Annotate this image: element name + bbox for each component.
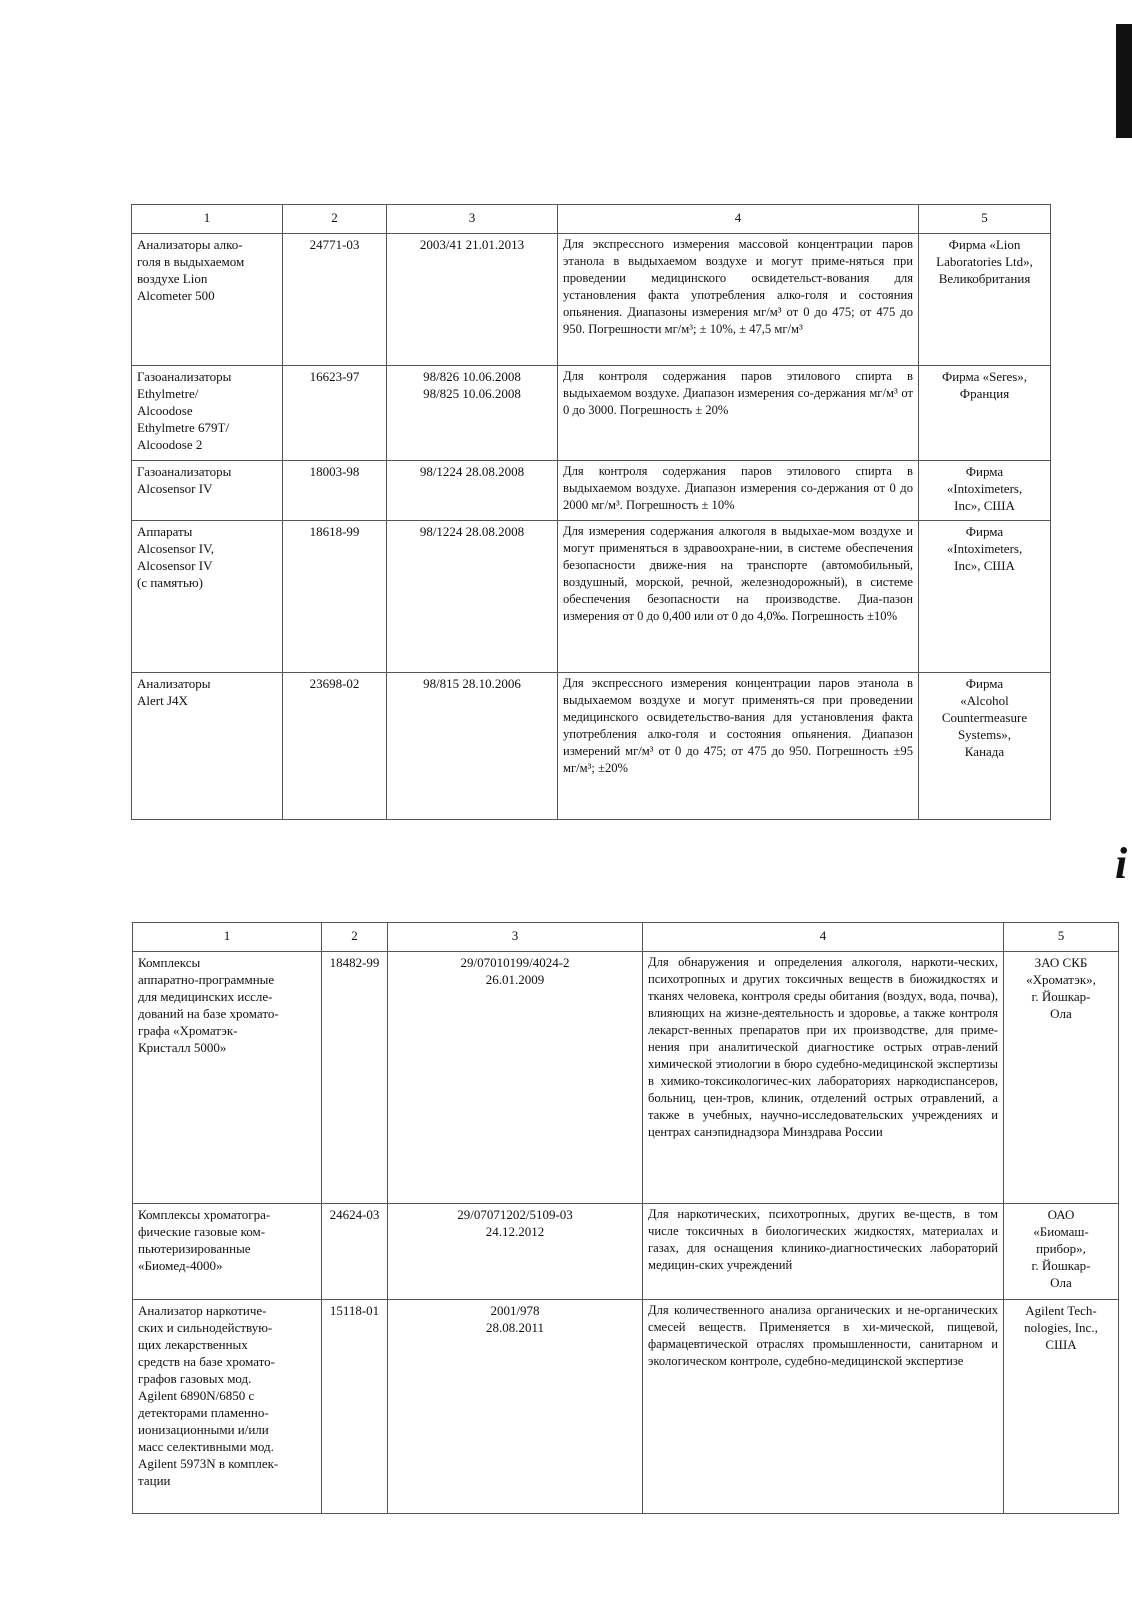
certificate: 98/815 28.10.2006 (387, 673, 558, 820)
description: Для экспрессного измерения концентрации паров этанола в выдыхаемом воздухе и могут применять-ся при проведении медицинского освидетельство-вания для установления факта употребления алко-голя и состояния опьянения. Диапазон измерений мг/м³ от 0 до 475; от 475 до 950. Погрешность ±95 мг/м³; ±20% (558, 673, 919, 820)
certificate: 29/07071202/5109-03 24.12.2012 (388, 1204, 643, 1300)
description: Для контроля содержания паров этилового спирта в выдыхаемом воздухе. Диапазон измерения со-держания мг/м³ от 0 до 3000. Погрешность ± 20% (558, 366, 919, 461)
table-row (133, 1204, 1119, 1300)
column-header: 4 (643, 923, 1004, 952)
description: Для контроля содержания паров этилового спирта в выдыхаемом воздухе. Диапазон измерения со-держания от 0 до 2000 мг/м³. Погрешность ± 10% (558, 461, 919, 521)
registry-number: 24771-03 (283, 234, 387, 366)
column-header: 3 (388, 923, 643, 952)
description: Для количественного анализа органических и не-органических смесей веществ. Применяется в хи-мической, пищевой, фармацевтической отраслях промышленности, санитарном и экологическом контроле, судебно-медицинской экспертизе (643, 1300, 1004, 1514)
manufacturer: ОАО «Биомаш- прибор», г. Йошкар- Ола (1004, 1204, 1119, 1300)
certificate: 2003/41 21.01.2013 (387, 234, 558, 366)
registry-number: 23698-02 (283, 673, 387, 820)
device-name: Анализаторы алко- голя в выдыхаемом воздухе Lion Alcometer 500 (132, 234, 283, 366)
column-header: 4 (558, 205, 919, 234)
registry-table-2 (132, 922, 1119, 1514)
device-name: Анализаторы Alert J4X (132, 673, 283, 820)
column-header: 1 (132, 205, 283, 234)
table-header-row (132, 205, 1051, 234)
device-name: Комплексы аппаратно-программные для медицинских иссле- дований на базе хромато- графа «Хроматэк- Кристалл 5000» (133, 952, 322, 1204)
registry-number: 18618-99 (283, 521, 387, 673)
manufacturer: Фирма «Intoximeters, Inc», США (919, 461, 1051, 521)
table-row (132, 461, 1051, 521)
certificate: 98/1224 28.08.2008 (387, 521, 558, 673)
description: Для экспрессного измерения массовой концентрации паров этанола в выдыхаемом воздухе и могут приме-няться при проведении медицинского освидетельст-вования для установления факта употребления алко-голя и состояния опьянения. Диапазоны измерения мг/м³ от 0 до 475; от 475 до 950. Погрешности мг/м³; ± 10%, ± 47,5 мг/м³ (558, 234, 919, 366)
manufacturer: ЗАО СКБ «Хроматэк», г. Йошкар- Ола (1004, 952, 1119, 1204)
page-edge-letter: i (1115, 839, 1128, 888)
certificate: 98/1224 28.08.2008 (387, 461, 558, 521)
registry-table-1 (131, 204, 1051, 820)
description: Для наркотических, психотропных, других ве-ществ, в том числе токсичных в биологических жидкостях, материалах и газах, для оснащения клинико-диагностических лабораторий медицин-ских учреждений (643, 1204, 1004, 1300)
column-header: 1 (133, 923, 322, 952)
table-row (132, 521, 1051, 673)
registry-number: 18003-98 (283, 461, 387, 521)
column-header: 2 (322, 923, 388, 952)
device-name: Газоанализаторы Ethylmetre/ Alcoodose Ethylmetre 679T/ Alcoodose 2 (132, 366, 283, 461)
device-name: Газоанализаторы Alcosensor IV (132, 461, 283, 521)
column-header: 3 (387, 205, 558, 234)
table-row (132, 673, 1051, 820)
table-row (133, 952, 1119, 1204)
table-row (132, 366, 1051, 461)
column-header: 2 (283, 205, 387, 234)
description: Для обнаружения и определения алкоголя, наркоти-ческих, психотропных и других токсичных веществ в биожидкостях и тканях человека, контроля среды обитания (воздух, вода, почва), влияющих на жизне-деятельность и здоровье, а также контроля лекарст-венных препаратов при их производстве, для приме-нения при аналитической диагностике острых отрав-лений химической этиологии в бюро судебно-медицинской экспертизы в химико-токсикологичес-ких лабораториях наркодиспансеров, больниц, цен-тров, клиник, отделений острых отравлений, а также в учебных, научно-исследовательских учреждениях и центрах санэпиднадзора Минздрава России (643, 952, 1004, 1204)
registry-number: 16623-97 (283, 366, 387, 461)
table-header-row (133, 923, 1119, 952)
manufacturer: Agilent Tech- nologies, Inc., США (1004, 1300, 1119, 1514)
manufacturer: Фирма «Intoximeters, Inc», США (919, 521, 1051, 673)
table-row (133, 1300, 1119, 1514)
manufacturer: Фирма «Alcohol Countermeasure Systems», Канада (919, 673, 1051, 820)
certificate: 2001/978 28.08.2011 (388, 1300, 643, 1514)
column-header: 5 (1004, 923, 1119, 952)
registry-number: 24624-03 (322, 1204, 388, 1300)
column-header: 5 (919, 205, 1051, 234)
device-name: Комплексы хроматогра- фические газовые ком- пьютеризированные «Биомед-4000» (133, 1204, 322, 1300)
device-name: Анализатор наркотиче- ских и сильнодействую- щих лекарственных средств на базе хромато- графов газовых мод. Agilent 6890N/6850 с детекторами пламенно- ионизационными и/или масс селективными мод. Agilent 5973N в комплек- тации (133, 1300, 322, 1514)
certificate: 29/07010199/4024-2 26.01.2009 (388, 952, 643, 1204)
registry-number: 15118-01 (322, 1300, 388, 1514)
manufacturer: Фирма «Seres», Франция (919, 366, 1051, 461)
table-row (132, 234, 1051, 366)
page-edge-mark (1116, 24, 1132, 138)
certificate: 98/826 10.06.2008 98/825 10.06.2008 (387, 366, 558, 461)
manufacturer: Фирма «Lion Laboratories Ltd», Великобритания (919, 234, 1051, 366)
device-name: Аппараты Alcosensor IV, Alcosensor IV (с памятью) (132, 521, 283, 673)
registry-number: 18482-99 (322, 952, 388, 1204)
description: Для измерения содержания алкоголя в выдыхае-мом воздухе и могут применяться в здравоохране-нии, в системе обеспечения безопасности движе-ния на транспорте (автомобильный, воздушный, морской, речной, железнодорожный), в системе обеспечения безопасности на производстве. Диа-пазон измерения от 0 до 0,400 или от 0 до 4,0‰. Погрешность ±10% (558, 521, 919, 673)
